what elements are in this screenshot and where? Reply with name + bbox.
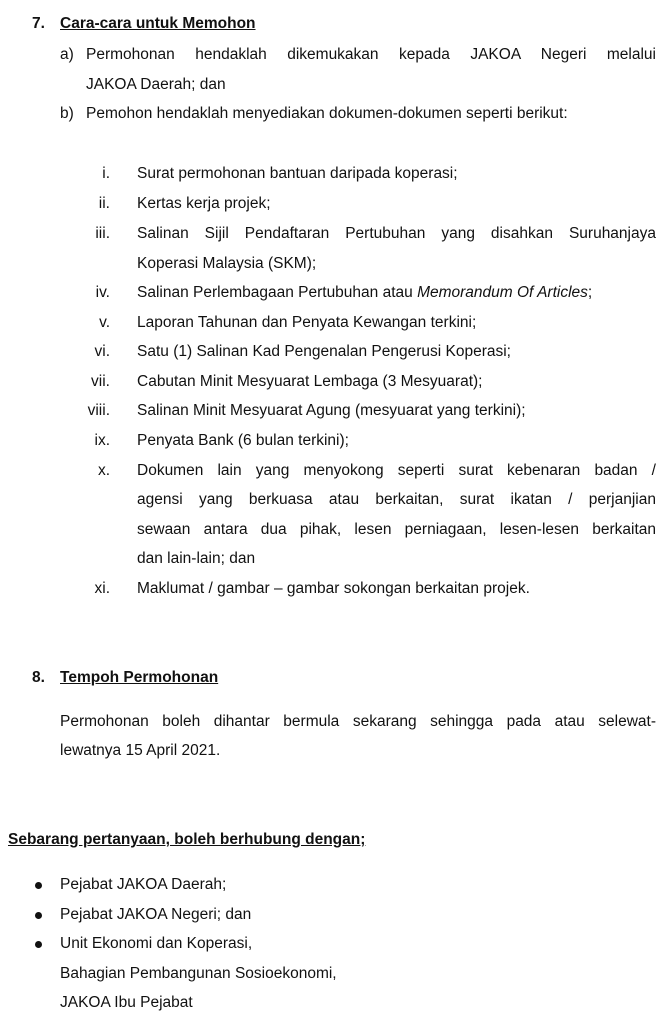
doc-number: ix. xyxy=(94,432,110,449)
doc-text: Salinan Sijil Pendaftaran Pertubuhan yang disahkan Suruhanjaya xyxy=(137,225,656,242)
bullet-icon xyxy=(35,912,42,919)
item-a-line1: Permohonan hendaklah dikemukakan kepada JAKOA Negeri melalui xyxy=(86,46,656,63)
contact-item-continuation: JAKOA Ibu Pejabat xyxy=(60,994,193,1011)
doc-text: Maklumat / gambar – gambar sokongan berkaitan projek. xyxy=(137,580,530,597)
doc-number: xi. xyxy=(94,580,110,597)
section-8-number: 8. xyxy=(32,669,45,686)
doc-text: Cabutan Minit Mesyuarat Lembaga (3 Mesyuarat); xyxy=(137,373,483,390)
bullet-icon xyxy=(35,941,42,948)
doc-text: Dokumen lain yang menyokong seperti surat kebenaran badan / xyxy=(137,462,656,479)
item-b-label: b) xyxy=(60,105,74,122)
doc-text: dan lain-lain; dan xyxy=(137,550,256,567)
doc-italic-text: Memorandum Of Articles xyxy=(417,284,588,301)
contact-heading: Sebarang pertanyaan, boleh berhubung dengan; xyxy=(8,831,366,848)
item-b-text: Pemohon hendaklah menyediakan dokumen-dokumen seperti berikut: xyxy=(86,105,568,122)
doc-text: Koperasi Malaysia (SKM); xyxy=(137,255,317,272)
doc-number: iv. xyxy=(95,284,110,301)
contact-item: Unit Ekonomi dan Koperasi, xyxy=(60,935,253,952)
section-8-line2: lewatnya 15 April 2021. xyxy=(60,742,221,759)
doc-text: Penyata Bank (6 bulan terkini); xyxy=(137,432,349,449)
item-a-line2: JAKOA Daerah; dan xyxy=(86,76,226,93)
doc-number: vi. xyxy=(94,343,110,360)
bullet-icon xyxy=(35,882,42,889)
doc-text: Laporan Tahunan dan Penyata Kewangan terkini; xyxy=(137,314,477,331)
doc-number: viii. xyxy=(87,402,110,419)
section-8-title: Tempoh Permohonan xyxy=(60,669,219,686)
doc-text: agensi yang berkuasa atau berkaitan, surat ikatan / perjanjian xyxy=(137,491,656,508)
doc-text: Surat permohonan bantuan daripada koperasi; xyxy=(137,165,458,182)
doc-number: v. xyxy=(99,314,110,331)
contact-item-continuation: Bahagian Pembangunan Sosioekonomi, xyxy=(60,965,337,982)
item-a-label: a) xyxy=(60,46,74,63)
doc-text: Satu (1) Salinan Kad Pengenalan Pengerusi Koperasi; xyxy=(137,343,511,360)
section-8-line1: Permohonan boleh dihantar bermula sekarang sehingga pada atau selewat- xyxy=(60,713,656,730)
doc-text: Salinan Minit Mesyuarat Agung (mesyuarat yang terkini); xyxy=(137,402,526,419)
doc-number: i. xyxy=(102,165,110,182)
doc-number: vii. xyxy=(91,373,110,390)
contact-item: Pejabat JAKOA Daerah; xyxy=(60,876,227,893)
doc-text: Salinan Perlembagaan Pertubuhan atau Memorandum Of Articles; xyxy=(137,284,593,301)
doc-text: sewaan antara dua pihak, lesen perniagaan, lesen-lesen berkaitan xyxy=(137,521,656,538)
doc-text: Kertas kerja projek; xyxy=(137,195,271,212)
section-7-title: Cara-cara untuk Memohon xyxy=(60,15,256,32)
doc-number: ii. xyxy=(98,195,110,212)
doc-number: iii. xyxy=(95,225,110,242)
contact-item: Pejabat JAKOA Negeri; dan xyxy=(60,906,252,923)
doc-number: x. xyxy=(97,462,110,479)
section-7-number: 7. xyxy=(32,15,45,32)
